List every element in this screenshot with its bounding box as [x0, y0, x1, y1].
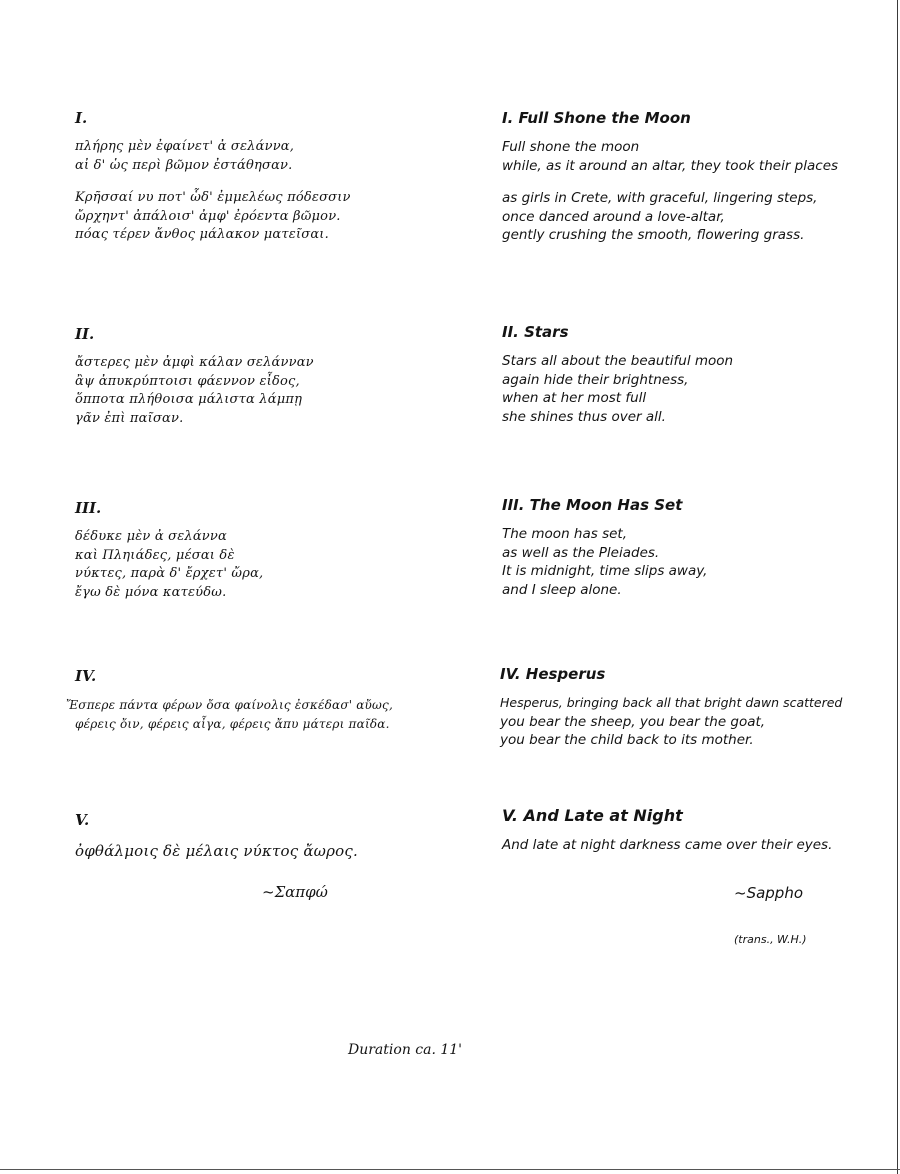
duration-note: Duration ca. 11': [348, 1042, 463, 1058]
greek-section-2: [75, 324, 445, 428]
english-line: gently crushing the smooth, flowering grass.: [502, 227, 805, 243]
greek-section-3: [75, 498, 445, 602]
greek-line: νύκτες, παρὰ δ' ἔρχετ' ὤρα,: [75, 566, 264, 581]
greek-section-numeral: II.: [75, 325, 95, 343]
english-line: she shines thus over all.: [502, 408, 666, 425]
greek-line: πόας τέρεν ἄνθος μάλακον ματεῖσαι.: [75, 227, 329, 242]
greek-section-4: [66, 666, 436, 733]
english-section-heading: I. Full Shone the Moon: [502, 109, 691, 127]
english-line: you bear the sheep, you bear the goat,: [500, 713, 766, 730]
greek-line: καὶ Πληιάδες, μέσαι δὲ: [75, 547, 235, 563]
greek-line: ὀφθάλμοις δὲ μέλαις νύκτος ἄωρος.: [75, 842, 358, 860]
greek-line: αἰ δ' ὡς περὶ βῶμον ἐστάθησαν.: [75, 157, 293, 173]
english-section-1: [502, 108, 872, 245]
greek-line: φέρεις ὄιν, φέρεις αἶγα, φέρεις ἄπυ μάτερι παῖδα.: [75, 716, 390, 731]
greek-section-1: [75, 108, 445, 245]
english-section-heading: III. The Moon Has Set: [502, 496, 683, 514]
english-line: again hide their brightness,: [502, 371, 689, 388]
greek-line: Ἔσπερε πάντα φέρων ὄσα φαίνολις ἐσκέδασ' αὔως,: [66, 698, 393, 712]
greek-line: ἂψ ἀπυκρύπτοισι φάεννον εἶδος,: [75, 373, 300, 389]
english-line: The moon has set,: [502, 526, 627, 542]
greek-line: ὅπποτα πλήθοισα μάλιστα λάμπῃ: [75, 392, 303, 407]
greek-line: ἔγω δὲ μόνα κατεύδω.: [75, 584, 227, 600]
english-line: as well as the Pleiades.: [502, 544, 660, 561]
english-line: and I sleep alone.: [502, 581, 622, 598]
english-line: you bear the child back to its mother.: [500, 732, 754, 748]
greek-line: πλήρης μὲν ἐφαίνετ' ἀ σελάννα,: [75, 139, 295, 154]
english-line: when at her most full: [502, 390, 647, 406]
english-section-heading: IV. Hesperus: [500, 665, 606, 683]
greek-line: δέδυκε μὲν ἀ σελάννα: [75, 529, 227, 544]
greek-signature: ~Σαπφώ: [262, 883, 328, 901]
english-stanza: [502, 138, 872, 175]
greek-section-numeral: IV.: [75, 667, 97, 685]
english-stanza: [502, 189, 872, 245]
english-section-4: [500, 664, 870, 750]
english-section-5: [502, 806, 872, 855]
english-signature: ~Sappho: [734, 884, 804, 902]
greek-line: γᾶν ἐπὶ παῖσαν.: [75, 410, 184, 426]
page-bottom-line: [0, 1169, 900, 1170]
greek-stanza: [75, 138, 445, 175]
greek-section-numeral: V.: [75, 811, 90, 829]
english-line: as girls in Crete, with graceful, lingering steps,: [502, 190, 818, 206]
english-section-3: [502, 495, 872, 599]
greek-line: Κρῆσσαί νυ ποτ' ὧδ' ἐμμελέως πόδεσσιν: [75, 190, 351, 205]
english-line: once danced around a love-altar,: [502, 208, 725, 225]
translator-credit: (trans., W.H.): [734, 933, 807, 946]
english-line: while, as it around an altar, they took their places: [502, 157, 839, 174]
english-line: Hesperus, bringing back all that bright dawn scattered: [500, 695, 843, 710]
greek-section-5: [75, 810, 445, 862]
greek-section-numeral: I.: [75, 109, 88, 127]
english-line: Stars all about the beautiful moon: [502, 353, 734, 369]
english-line: And late at night darkness came over their eyes.: [502, 837, 833, 853]
greek-line: ὤρχηντ' ἀπάλοισ' ἀμφ' ἐρόεντα βῶμον.: [75, 208, 341, 224]
greek-section-numeral: III.: [75, 499, 102, 517]
english-section-heading: II. Stars: [502, 323, 569, 341]
english-section-2: [502, 322, 872, 426]
page-edge-line: [897, 0, 898, 1174]
english-line: It is midnight, time slips away,: [502, 563, 708, 579]
english-line: Full shone the moon: [502, 139, 640, 155]
greek-line: ἄστερες μὲν ἀμφὶ κάλαν σελάνναν: [75, 355, 314, 370]
greek-stanza: [75, 189, 445, 245]
english-section-heading: V. And Late at Night: [502, 806, 683, 825]
